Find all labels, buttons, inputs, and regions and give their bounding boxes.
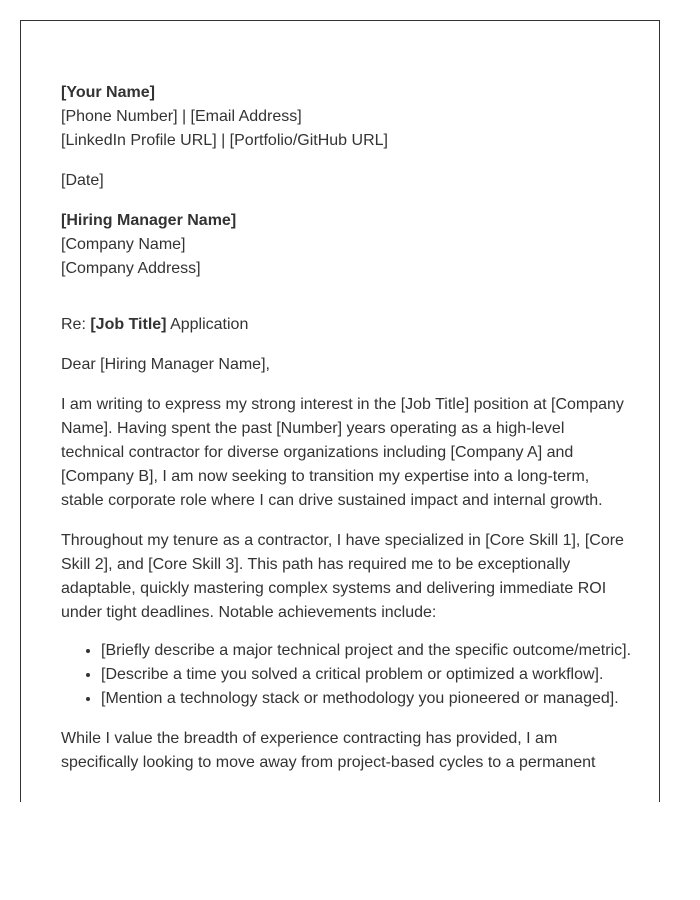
subject-line — [61, 313, 631, 337]
recipient-block — [61, 209, 631, 281]
subject-suffix: Application — [166, 316, 249, 333]
sender-block — [61, 81, 631, 153]
recipient-company: [Company Name] — [61, 236, 186, 253]
recipient-address: [Company Address] — [61, 260, 201, 277]
salutation: Dear [Hiring Manager Name], — [61, 356, 270, 373]
sender-links-line: [LinkedIn Profile URL] | [Portfolio/GitHub URL] — [61, 132, 388, 149]
achievements-list — [61, 639, 631, 711]
achievement-item: • [Mention a technology stack or methodology you pioneered or managed]. — [101, 687, 631, 711]
sender-name: [Your Name] — [61, 84, 155, 101]
achievement-item: • [Briefly describe a major technical project and the specific outcome/metric]. — [101, 639, 631, 663]
sender-contact-line: [Phone Number] | [Email Address] — [61, 108, 302, 125]
paragraph-skills: Throughout my tenure as a contractor, I have specialized in [Core Skill 1], [Core Skill 2], and [Core Skill 3]. This path has required me to be exceptionally adaptable, quickly mastering complex systems and delivering immediate ROI under tight deadlines. Notable achievements include: — [61, 532, 624, 621]
subject-job-title: [Job Title] — [90, 316, 167, 333]
paragraph-closing: While I value the breadth of experience contracting has provided, I am specifically looking to move away from project-based cycles to a permanent — [61, 730, 596, 771]
recipient-name: [Hiring Manager Name] — [61, 212, 237, 229]
paragraph-intro: I am writing to express my strong interest in the [Job Title] position at [Company Name]. Having spent the past [Number] years operating as a high-level technical contractor for diverse organizations including [Company A] and [Company B], I am now seeking to transition my expertise into a long-term, stable corporate role where I can drive sustained impact and internal growth. — [61, 396, 624, 509]
letter-date: [Date] — [61, 172, 104, 189]
subject-prefix: Re: — [61, 316, 91, 333]
letter-content — [61, 81, 631, 775]
letter-page — [20, 20, 660, 802]
achievement-item: • [Describe a time you solved a critical problem or optimized a workflow]. — [101, 663, 631, 687]
